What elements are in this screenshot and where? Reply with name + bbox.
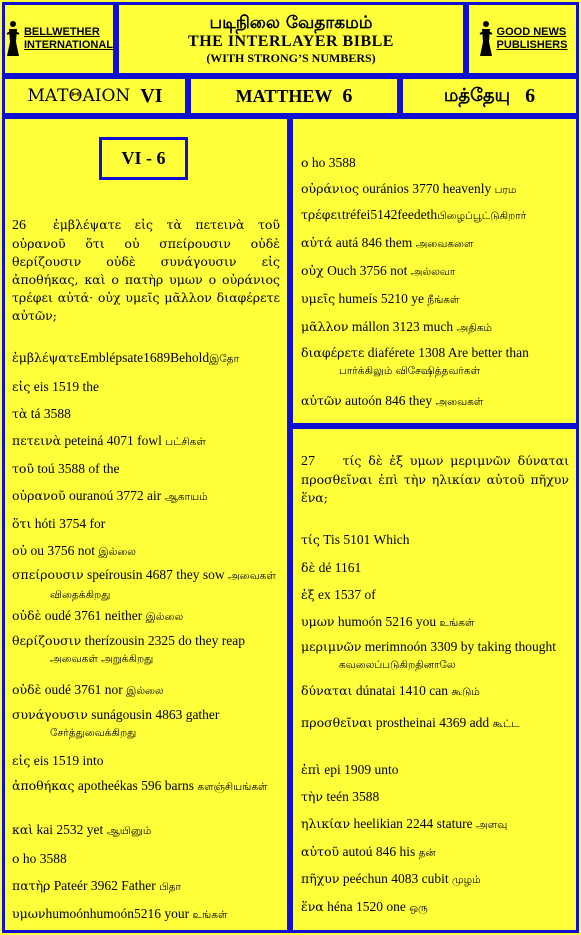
- greek-word: δύναται: [301, 683, 353, 698]
- greek-word: οὐράνιος: [301, 181, 359, 196]
- transliteration: ouránios 3770 heavenly: [358, 181, 495, 196]
- tamil-gloss: உங்கள்: [192, 909, 228, 921]
- verse-number: 27: [301, 454, 315, 469]
- word-entry: [301, 870, 569, 889]
- transliteration: eis 1519 into: [30, 753, 104, 768]
- transliteration: oudé 3761 neither: [41, 608, 146, 623]
- book-greek-name: ΜΑΤΘΑΙΟΝ: [27, 86, 131, 106]
- word-entry: [12, 877, 280, 896]
- transliteration: dé 1161: [315, 560, 362, 575]
- word-entry: [12, 905, 280, 924]
- tamil-gloss: அல்லவா: [410, 266, 456, 278]
- tamil-gloss: முழம்: [451, 874, 481, 886]
- book-tamil-name: மத்தேயு: [443, 84, 511, 106]
- word-entry: [12, 607, 280, 626]
- transliteration: peteiná 4071 fowl: [61, 433, 166, 448]
- book-greek: [2, 76, 188, 116]
- word-entry: [12, 681, 280, 700]
- word-entry: [301, 180, 569, 199]
- tamil-gloss: தன்: [418, 847, 436, 859]
- word-entry: [301, 290, 569, 309]
- transliteration: tá 3588: [27, 406, 71, 421]
- chapter-box: VI - 6: [99, 137, 188, 180]
- good-news-logo-line1: GOOD NEWS: [496, 26, 567, 38]
- tamil-gloss: பிழைப்பூட்டுகிறார்: [437, 210, 527, 222]
- tamil-gloss: பட்சிகள்: [165, 436, 206, 448]
- word-entry: [12, 777, 280, 796]
- transliteration: merimnoón 3309 by taking thought: [361, 639, 556, 654]
- transliteration: prostheinai 4369 add: [372, 715, 493, 730]
- transliteration: Tis 5101 Which: [319, 532, 410, 547]
- transliteration: speírousin 4687 they sow: [83, 567, 229, 582]
- greek-word: ἕνα: [301, 899, 324, 914]
- greek-word: οὐδὲ: [12, 682, 42, 697]
- transliteration: peéchun 4083 cubit: [339, 871, 452, 886]
- word-entry: [301, 843, 569, 862]
- book-tamil: [400, 76, 579, 116]
- transliteration: teén 3588: [323, 789, 380, 804]
- word-entry: [12, 515, 280, 534]
- tamil-gloss: ஆயினும்: [106, 825, 152, 837]
- tamil-gloss: கூடும்: [451, 686, 480, 698]
- transliteration: tréfei5142feedeth: [341, 207, 438, 222]
- greek-word: ἐξ: [301, 587, 315, 602]
- tamil-gloss: அவைகளை: [415, 238, 474, 250]
- greek-word: υμεῖς: [301, 291, 336, 306]
- greek-word: οὐδὲ: [12, 608, 42, 623]
- tamil-gloss: இதோ: [209, 353, 240, 365]
- tamil-gloss: களஞ்சியங்கள்: [197, 781, 268, 793]
- transliteration: autoú 846 his: [339, 844, 419, 859]
- bellwether-logo-line2: INTERNATIONAL: [23, 39, 113, 51]
- word-entry: [301, 898, 569, 917]
- word-entry: [12, 706, 280, 742]
- word-entry: [301, 262, 569, 281]
- page-subtitle: (WITH STRONG’S NUMBERS): [206, 51, 376, 65]
- tamil-gloss: அதிகம்: [456, 322, 492, 334]
- title-block: [116, 2, 466, 76]
- word-entry: [12, 487, 280, 506]
- word-entry: [12, 850, 280, 869]
- greek-word: πῆχυν: [301, 871, 340, 886]
- word-entry: [12, 542, 280, 561]
- transliteration: autoón 846 they: [341, 393, 436, 408]
- greek-word: σπείρουσιν: [12, 567, 84, 582]
- book-tamil-chapter: 6: [525, 84, 536, 107]
- greek-word: προσθεῖναι: [301, 715, 373, 730]
- tamil-title: படிநிலை வேதாகமம்: [209, 13, 373, 33]
- greek-word: συνάγουσιν: [12, 707, 88, 722]
- transliteration: sunágousin 4863 gather: [87, 707, 220, 722]
- greek-word: αὐτοῦ: [301, 844, 340, 859]
- tamil-gloss: பார்க்கிலும் விசேஷித்தவர்கள்: [339, 365, 481, 377]
- transliteration: Emblépsate1689Behold: [80, 350, 210, 365]
- greek-word: ἐμβλέψατε: [12, 350, 81, 365]
- word-entry: [301, 392, 569, 411]
- greek-word: τρέφει: [301, 207, 342, 222]
- word-entry: [12, 432, 280, 451]
- tamil-gloss: ஒரு: [409, 902, 428, 914]
- tamil-gloss: கூட்ட: [492, 718, 520, 730]
- transliteration: héna 1520 one: [323, 899, 410, 914]
- tamil-gloss: கவலைப்படுகிறதினாலே: [339, 659, 456, 671]
- bellwether-logo: [2, 2, 116, 76]
- tamil-gloss: இல்லை: [98, 546, 136, 558]
- word-entry: [301, 613, 569, 632]
- greek-word: υμων: [301, 614, 335, 629]
- transliteration: heelikian 2244 stature: [350, 816, 477, 831]
- book-greek-chapter: VI: [140, 84, 163, 107]
- transliteration: humoón 5216 you: [334, 614, 440, 629]
- greek-word: εἰς: [12, 379, 31, 394]
- tamil-gloss: அளவு: [476, 819, 508, 831]
- word-entry: [12, 821, 280, 840]
- greek-word: ηλικίαν: [301, 816, 351, 831]
- verse-text: ἐμβλέψατε εἰς τὰ πετεινὰ τοῦ οὐρανοῦ ὅτι οὐ σπείρουσιν οὐδὲ θερίζουσιν οὐδὲ συνάγουσιν εἰς ἀποθήκας, καὶ ο πατὴρ υμων ο οὐράνιος τρέφει αὐτά· οὐχ υμεῖς μᾶλλον διαφέρετε αὐτῶν;: [12, 217, 280, 323]
- left-content: [12, 116, 280, 931]
- tamil-gloss: அவைகள் விதைக்கிறது: [50, 570, 276, 601]
- greek-word: πετεινὰ: [12, 433, 62, 448]
- tamil-gloss: ஆகாயம்: [164, 491, 208, 503]
- tamil-gloss: இல்லை: [126, 685, 164, 697]
- transliteration: humoónhumoón5216 your: [45, 906, 193, 921]
- transliteration: ouranoú 3772 air: [65, 488, 165, 503]
- transliteration: toú 3588 of the: [34, 461, 120, 476]
- transliteration: ho 3588: [19, 851, 67, 866]
- transliteration: oudé 3761 nor: [41, 682, 127, 697]
- word-entry: [12, 566, 280, 604]
- greek-word: αὐτῶν: [301, 393, 342, 408]
- transliteration: ho 3588: [308, 155, 356, 170]
- greek-word: ἐπὶ: [301, 762, 321, 777]
- transliteration: apotheékas 596 barns: [74, 778, 198, 793]
- greek-word: τὰ: [12, 406, 28, 421]
- greek-word: οὐχ: [301, 263, 324, 278]
- word-entry: [301, 682, 569, 701]
- greek-word: τὴν: [301, 789, 324, 804]
- book-english-chapter: 6: [342, 84, 353, 107]
- word-entry: [301, 788, 569, 807]
- tamil-gloss: உங்கள்: [439, 617, 475, 629]
- bellwether-logo-line1: BELLWETHER: [23, 26, 100, 38]
- word-entry: [301, 586, 569, 605]
- word-entry: [12, 460, 280, 479]
- tamil-gloss: அவைகள்: [435, 396, 484, 408]
- word-entry: [301, 638, 569, 674]
- greek-word: καὶ: [12, 822, 34, 837]
- transliteration: kai 2532 yet: [33, 822, 107, 837]
- greek-word: υμων: [12, 906, 46, 921]
- word-entry: [12, 632, 280, 668]
- tamil-gloss: பரம: [494, 184, 517, 196]
- tamil-gloss: சேர்த்துவைக்கிறது: [50, 727, 137, 739]
- verse-26: [12, 216, 280, 325]
- tamil-gloss: இல்லை: [145, 611, 184, 623]
- tamil-gloss: அவைகள் அறுக்கிறது: [50, 653, 154, 665]
- greek-word: ὅτι: [12, 516, 32, 531]
- word-entry: [301, 344, 569, 380]
- greek-word: τοῦ: [12, 461, 35, 476]
- word-entry: [12, 378, 280, 397]
- greek-word: τίς: [301, 532, 320, 547]
- tamil-gloss: பிதா: [159, 881, 182, 893]
- greek-word: εἰς: [12, 753, 31, 768]
- good-news-logo-line2: PUBLISHERS: [496, 39, 568, 51]
- word-entry: [301, 154, 569, 173]
- transliteration: eis 1519 the: [30, 379, 100, 394]
- verse-27: [301, 452, 569, 507]
- transliteration: mállon 3123 much: [348, 319, 457, 334]
- word-entry: [301, 815, 569, 834]
- tamil-gloss: நீங்கள்: [427, 294, 460, 306]
- word-entry: [301, 761, 569, 780]
- verse-number: 26: [12, 218, 26, 233]
- right-bottom-content: [301, 426, 569, 931]
- verse-text: τίς δὲ ἐξ υμων μεριμνῶν δύναται προσθεῖναι ἐπὶ τὴν ηλικίαν αὐτοῦ πῆχυν ἕνα;: [301, 453, 569, 505]
- word-entry: [12, 349, 280, 368]
- greek-word: διαφέρετε: [301, 345, 365, 360]
- word-entry: [301, 318, 569, 337]
- greek-word: μᾶλλον: [301, 319, 349, 334]
- greek-word: ο: [12, 851, 20, 866]
- greek-word: οὐ: [12, 543, 28, 558]
- book-english-name: MATTHEW: [235, 85, 333, 106]
- word-entry: [12, 405, 280, 424]
- greek-word: πατὴρ: [12, 878, 51, 893]
- good-news-logo: [466, 2, 579, 76]
- figure-icon: [5, 20, 21, 58]
- transliteration: autá 846 them: [332, 235, 416, 250]
- greek-word: μεριμνῶν: [301, 639, 362, 654]
- transliteration: hóti 3754 for: [31, 516, 106, 531]
- figure-icon: [478, 20, 494, 58]
- word-entry: [301, 559, 569, 578]
- word-entry: [301, 531, 569, 550]
- transliteration: ou 3756 not: [27, 543, 99, 558]
- transliteration: Ouch 3756 not: [323, 263, 411, 278]
- transliteration: Pateér 3962 Father: [50, 878, 160, 893]
- greek-word: θερίζουσιν: [12, 633, 82, 648]
- greek-word: δὲ: [301, 560, 316, 575]
- page-title: THE INTERLAYER BIBLE: [188, 33, 394, 50]
- word-entry: [12, 752, 280, 771]
- book-english: [188, 76, 400, 116]
- transliteration: humeís 5210 ye: [335, 291, 428, 306]
- transliteration: ex 1537 of: [314, 587, 376, 602]
- transliteration: therízousin 2325 do they reap: [81, 633, 246, 648]
- word-entry: [301, 234, 569, 253]
- transliteration: dúnatai 1410 can: [352, 683, 452, 698]
- transliteration: epi 1909 unto: [320, 762, 399, 777]
- word-entry: [301, 206, 569, 225]
- word-entry: [301, 714, 569, 733]
- greek-word: οὐρανοῦ: [12, 488, 66, 503]
- greek-word: αὐτά: [301, 235, 333, 250]
- greek-word: ἀποθήκας: [12, 778, 75, 793]
- right-top-content: [301, 116, 569, 426]
- greek-word: ο: [301, 155, 309, 170]
- transliteration: diaférete 1308 Are better than: [364, 345, 529, 360]
